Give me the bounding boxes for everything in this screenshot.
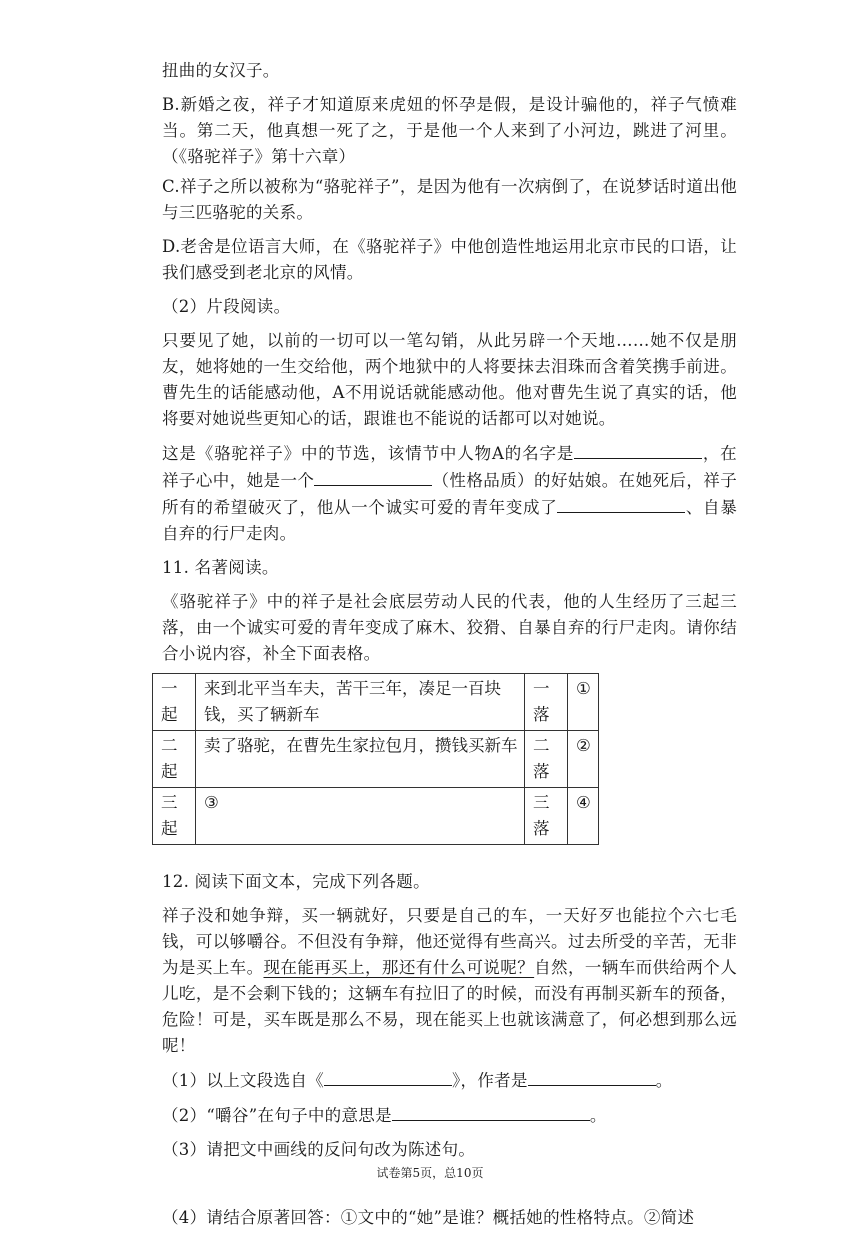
passage-part-1: 祥子没和她争辩，买一辆就好，只要是自己的车，一天好歹也能拉个六七毛钱，可以够嚼谷。不但没有争辩，他还觉得有些高兴。过去所受的辛苦，无非为是买上车。 bbox=[162, 906, 737, 977]
question-12-passage bbox=[162, 903, 737, 1059]
passage-part-2: 自然，一辆车而供给两个人儿吃，是不会剩下钱的；这辆车有拉旧了的时候，而没有再制买新车的预备，危险！可是，买车既是那么不易，现在能买上也就该满意了，何必想到那么远呢！ bbox=[162, 958, 737, 1055]
fill-in-question bbox=[162, 440, 737, 547]
table-row bbox=[153, 788, 599, 845]
rise-cell: 一起 bbox=[153, 674, 196, 731]
sub1-text-a: （1）以上文段选自《 bbox=[162, 1071, 324, 1090]
option-c: C.祥子之所以被称为“骆驼祥子”，是因为他有一次病倒了，在说梦话时道出他与三匹骆驼的关系。 bbox=[162, 177, 737, 222]
option-a-end: 扭曲的女汉子。 bbox=[162, 61, 280, 80]
rise-cell: 二起 bbox=[153, 731, 196, 788]
page-footer: 试卷第5页，总10页 bbox=[376, 1166, 484, 1180]
table-row bbox=[153, 731, 599, 788]
rise-fall-table bbox=[152, 673, 599, 845]
underlined-sentence: 现在能再买上，那还有什么可说呢？ bbox=[263, 958, 535, 977]
rise-cell: 三起 bbox=[153, 788, 196, 845]
sub-question-2: （2）片段阅读。 bbox=[162, 297, 291, 316]
fall-cell: 三落 bbox=[525, 788, 568, 845]
sub2-text-b: 。 bbox=[589, 1106, 607, 1125]
answer-blank-1[interactable] bbox=[574, 440, 702, 459]
sub-question-4: （4）请结合原著回答：①文中的“她”是谁？概括她的性格特点。②简述 bbox=[162, 1208, 695, 1227]
answer-blank-2[interactable] bbox=[314, 467, 432, 486]
event-cell[interactable]: ③ bbox=[196, 788, 525, 845]
question-11-text: 《骆驼祥子》中的祥子是社会底层劳动人民的代表，他的人生经历了三起三落，由一个诚实可爱的青年变成了麻木、狡猾、自暴自弃的行尸走肉。请你结合小说内容，补全下面表格。 bbox=[162, 592, 737, 663]
answer-blank-3[interactable] bbox=[557, 494, 685, 513]
fill-text-4: 、自暴自弃的行尸走肉。 bbox=[162, 498, 737, 543]
event-cell: 卖了骆驼，在曹先生家拉包月，攒钱买新车 bbox=[196, 731, 525, 788]
fall-cell: 二落 bbox=[525, 731, 568, 788]
page-content bbox=[162, 58, 737, 1239]
fall-cell: 一落 bbox=[525, 674, 568, 731]
question-12-title: 12. 阅读下面文本，完成下列各题。 bbox=[162, 872, 430, 891]
sub2-text-a: （2）“嚼谷”在句子中的意思是 bbox=[162, 1106, 392, 1125]
option-b: B.新婚之夜，祥子才知道原来虎妞的怀孕是假，是设计骗他的，祥子气愤难当。第二天，他真想一死了之，于是他一个人来到了小河边，跳进了河里。（《骆驼祥子》第十六章） bbox=[162, 95, 737, 166]
answer-blank-meaning[interactable] bbox=[392, 1102, 590, 1121]
event-cell: 来到北平当车夫，苦干三年，凑足一百块钱，买了辆新车 bbox=[196, 674, 525, 731]
answer-cell[interactable]: ① bbox=[568, 674, 599, 731]
answer-blank-book[interactable] bbox=[324, 1067, 452, 1086]
fill-text-3: （性格品质）的好姑娘。在她死后，祥子所有的希望破灭了，他从一个诚实可爱的青年变成了 bbox=[162, 471, 738, 517]
question-11-title: 11. 名著阅读。 bbox=[162, 558, 279, 577]
option-d: D.老舍是位语言大师，在《骆驼祥子》中他创造性地运用北京市民的口语，让我们感受到老北京的风情。 bbox=[162, 237, 737, 282]
answer-cell[interactable]: ② bbox=[568, 731, 599, 788]
table-row bbox=[153, 674, 599, 731]
sub-question-2b bbox=[162, 1102, 737, 1129]
fill-text-2: ，在祥子心中，她是一个 bbox=[162, 444, 737, 490]
sub1-text-b: 》，作者是 bbox=[452, 1071, 528, 1090]
sub-question-3: （3）请把文中画线的反问句改为陈述句。 bbox=[162, 1140, 476, 1159]
answer-cell[interactable]: ④ bbox=[568, 788, 599, 845]
sub1-text-c: 。 bbox=[655, 1071, 673, 1090]
answer-blank-author[interactable] bbox=[528, 1067, 656, 1086]
fill-text-1: 这是《骆驼祥子》中的节选，该情节中人物A的名字是 bbox=[162, 444, 575, 463]
sub-question-1 bbox=[162, 1067, 737, 1094]
excerpt-passage: 只要见了她，以前的一切可以一笔勾销，从此另辟一个天地……她不仅是朋友，她将她的一生交给他，两个地狱中的人将要抹去泪珠而含着笑携手前进。曹先生的话能感动他，A不用说话就能感动他。他对曹先生说了真实的话，他将要对她说些更知心的话，跟谁也不能说的话都可以对她说。 bbox=[162, 331, 737, 428]
